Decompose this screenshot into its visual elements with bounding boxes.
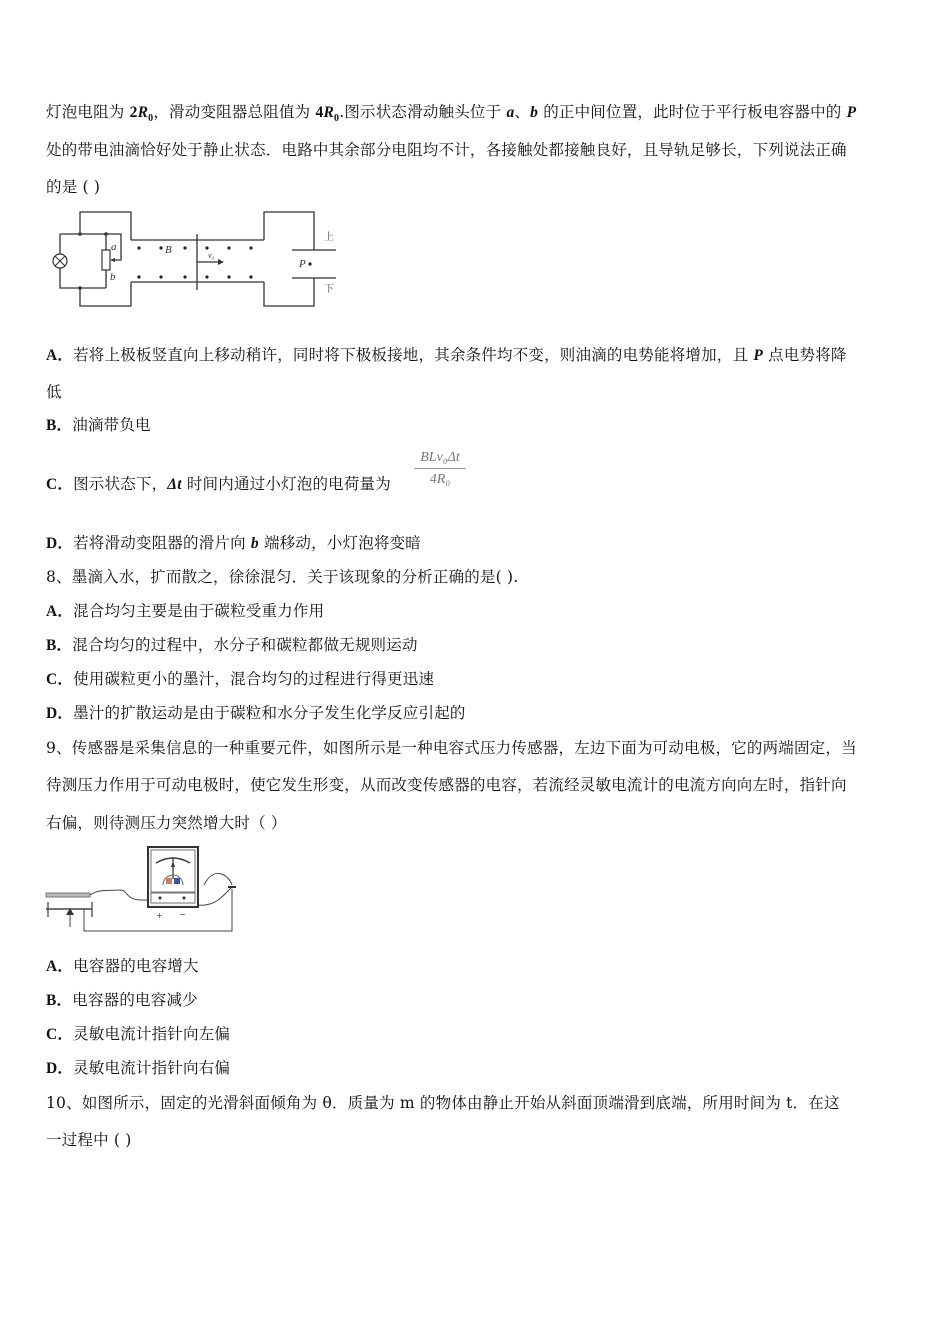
option-text: 电容器的电容增大 <box>73 957 199 975</box>
text: R <box>137 104 149 121</box>
galvanometer-icon <box>148 847 198 907</box>
fraction-denominator: 4R₀ <box>429 472 451 487</box>
q7-option-a-cont: 低 <box>46 383 62 401</box>
label-P: P <box>299 258 306 270</box>
q8-option-d <box>46 703 466 724</box>
q7-circuit-diagram <box>44 208 340 318</box>
option-text: 使用碳粒更小的墨汁，混合均匀的过程进行得更迅速 <box>73 670 435 688</box>
option-text: 混合均匀主要是由于碳粒受重力作用 <box>73 602 325 620</box>
text: 4 <box>315 104 324 121</box>
option-text: b <box>250 535 259 552</box>
option-letter: B． <box>46 637 73 654</box>
option-text: 灵敏电流计指针向左偏 <box>73 1025 231 1043</box>
label-plus: + <box>156 911 163 920</box>
text: P <box>846 104 857 121</box>
q9-stem-line-1: 9、传感器是采集信息的一种重要元件，如图所示是一种电容式压力传感器，左边下面为可动电极，它的两端固定，当 <box>46 739 857 757</box>
label-v0: v₀ <box>208 251 215 260</box>
option-text: 电容器的电容减少 <box>72 991 198 1009</box>
text: 的正中间位置，此时位于平行板电容器中的 <box>538 103 847 121</box>
text: 、 <box>514 103 531 121</box>
q9-option-c <box>46 1024 230 1045</box>
option-text: Δt <box>167 476 182 493</box>
option-text: 端移动，小灯泡将变暗 <box>258 534 422 552</box>
option-text: P <box>753 347 763 364</box>
velocity-arrow-icon <box>218 259 224 265</box>
option-letter: C． <box>46 1026 74 1043</box>
q9-stem-line-3: 右偏，则待测压力突然增大时（ ） <box>46 814 287 832</box>
text: a <box>506 104 515 121</box>
magnetic-field-dots <box>137 246 311 278</box>
fraction-numerator: BLv₀Δt <box>414 450 466 469</box>
option-letter: B． <box>46 992 73 1009</box>
q7-stem-line-3: 的是 ( ) <box>46 178 101 196</box>
rheostat-icon <box>102 250 110 270</box>
option-letter: D． <box>46 705 74 722</box>
option-letter: D． <box>46 535 74 552</box>
option-text: 灵敏电流计指针向右偏 <box>73 1059 231 1077</box>
text: ，滑动变阻器总阻值为 <box>153 103 316 121</box>
label-minus: − <box>179 910 186 919</box>
q8-stem: 8、墨滴入水，扩而散之，徐徐混匀．关于该现象的分析正确的是( ). <box>46 568 519 586</box>
label-B: B <box>165 244 172 256</box>
text: .图示状态滑动触头位于 <box>339 103 507 121</box>
option-text: 油滴带负电 <box>72 416 151 434</box>
option-letter: C． <box>46 476 74 493</box>
q9-option-a <box>46 956 199 977</box>
option-text: 混合均匀的过程中，水分子和碳粒都做无规则运动 <box>72 636 418 654</box>
option-letter: A． <box>46 347 74 364</box>
option-letter: A． <box>46 603 74 620</box>
label-lower: 下 <box>324 284 334 295</box>
q7-option-c <box>46 474 391 495</box>
option-text: 若将滑动变阻器的滑片向 <box>73 534 251 552</box>
q9-option-b <box>46 990 198 1011</box>
q10-stem-line-1: 10、如图所示，固定的光滑斜面倾角为 θ．质量为 m 的物体由静止开始从斜面顶端滑到底端，所用时间为 t．在这 <box>46 1094 840 1112</box>
label-upper: 上 <box>324 232 334 243</box>
q7-option-d <box>46 533 421 554</box>
option-text: 墨汁的扩散运动是由于碳粒和水分子发生化学反应引起的 <box>73 704 466 722</box>
text: b <box>530 104 539 121</box>
option-letter: C． <box>46 671 74 688</box>
q7-stem-line-2: 处的带电油滴恰好处于静止状态．电路中其余部分电阻均不计，各接触处都接触良好，且导轨足够长，下列说法正确 <box>46 141 847 159</box>
option-letter: B． <box>46 417 73 434</box>
q8-option-a <box>46 601 324 622</box>
text: 2 <box>129 104 138 121</box>
q7-option-a <box>46 345 847 366</box>
charge-fraction <box>414 450 466 488</box>
q7-stem-line-1 <box>46 102 856 129</box>
label-b: b <box>110 271 116 283</box>
option-letter: A． <box>46 958 74 975</box>
option-text: 若将上极板竖直向上移动稍许，同时将下极板接地，其余条件均不变，则油滴的电势能将增加，且 <box>73 346 754 364</box>
q8-option-c <box>46 669 434 690</box>
text: R <box>323 104 334 121</box>
q7-option-b <box>46 415 151 436</box>
option-text: 时间内通过小灯泡的电荷量为 <box>181 475 391 493</box>
option-text: 图示状态下， <box>73 475 168 493</box>
q9-pressure-sensor-diagram <box>44 845 240 937</box>
text: 0 <box>148 113 154 125</box>
option-text: 点电势将降 <box>763 346 847 364</box>
q9-stem-line-2: 待测压力作用于可动电极时，使它发生形变，从而改变传感器的电容，若流经灵敏电流计的电流方向向左时，指针向 <box>46 776 847 794</box>
text: 灯泡电阻为 <box>46 103 130 121</box>
q10-stem-line-2: 一过程中 ( ) <box>46 1131 132 1149</box>
text: 0 <box>333 113 340 125</box>
option-letter: D． <box>46 1060 74 1077</box>
lamp-icon <box>53 254 67 268</box>
label-a: a <box>111 241 117 253</box>
q8-option-b <box>46 635 418 656</box>
q9-option-d <box>46 1058 230 1079</box>
